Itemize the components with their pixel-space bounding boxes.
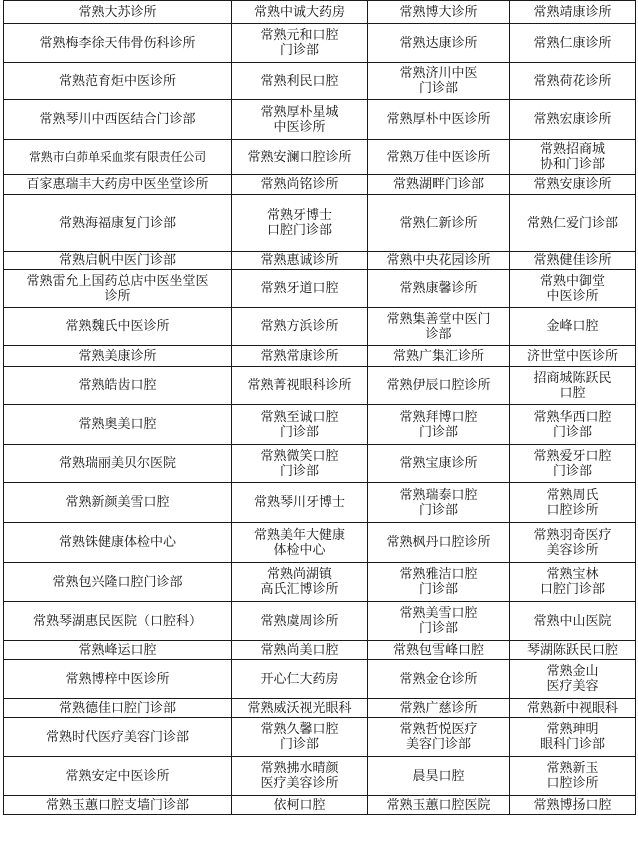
table-row <box>4 405 636 445</box>
clinic-name-cell: 常熟雷允上国药总店中医坐堂医 诊所 <box>4 270 232 308</box>
clinic-name-cell: 常熟万佳中医诊所 <box>368 140 510 175</box>
clinic-name-cell: 常熟玉蕙口腔支墙门诊部 <box>4 796 232 815</box>
clinic-name-cell: 常熟厚朴中医诊所 <box>368 100 510 140</box>
clinic-name-cell: 常熟久馨口腔 门诊部 <box>232 718 368 757</box>
table-row <box>4 718 636 757</box>
clinic-name-cell: 常熟宏康诊所 <box>510 100 636 140</box>
table-row <box>4 346 636 367</box>
clinic-name-cell: 常熟美雪口腔 门诊部 <box>368 602 510 641</box>
clinic-name-cell: 常熟金山 医疗美容 <box>510 660 636 699</box>
table-row <box>4 602 636 641</box>
clinic-name-cell: 金峰口腔 <box>510 308 636 346</box>
clinic-name-cell: 常熟安定中医诊所 <box>4 757 232 796</box>
table-row <box>4 270 636 308</box>
clinic-name-cell: 常熟奥美口腔 <box>4 405 232 445</box>
table-row <box>4 796 636 815</box>
clinic-name-cell: 常熟健佳诊所 <box>510 252 636 270</box>
table-row <box>4 445 636 483</box>
table-row <box>4 699 636 718</box>
clinic-name-cell: 常熟羽奇医疗 美容诊所 <box>510 523 636 563</box>
clinic-name-cell: 常熟周氏 口腔诊所 <box>510 483 636 523</box>
clinic-list-table <box>3 0 636 815</box>
clinic-name-cell: 常熟琴川中西医结合门诊部 <box>4 100 232 140</box>
clinic-name-cell: 常熟华西口腔 门诊部 <box>510 405 636 445</box>
clinic-name-cell: 常熟海福康复门诊部 <box>4 195 232 252</box>
clinic-name-cell: 常熟包雪峰口腔 <box>368 641 510 660</box>
clinic-name-cell: 百家惠瑞丰大药房中医坐堂诊所 <box>4 175 232 195</box>
table-row <box>4 175 636 195</box>
clinic-name-cell: 常熟珅明 眼科门诊部 <box>510 718 636 757</box>
clinic-name-cell: 常熟伊辰口腔诊所 <box>368 367 510 405</box>
clinic-name-cell: 常熟厚朴星城 中医诊所 <box>232 100 368 140</box>
clinic-name-cell: 常熟招商城 协和门诊部 <box>510 140 636 175</box>
clinic-name-cell: 常熟范育炬中医诊所 <box>4 63 232 100</box>
clinic-name-cell: 常熟琴川牙博士 <box>232 483 368 523</box>
clinic-name-cell: 常熟博大诊所 <box>368 1 510 24</box>
table-row <box>4 483 636 523</box>
clinic-name-cell: 常熟市白茆单采血浆有限责任公司 <box>4 140 232 175</box>
clinic-name-cell: 常熟尚铭诊所 <box>232 175 368 195</box>
clinic-list-body <box>4 1 636 815</box>
table-row <box>4 563 636 602</box>
clinic-name-cell: 常熟荷花诊所 <box>510 63 636 100</box>
table-row <box>4 63 636 100</box>
table-row <box>4 24 636 63</box>
clinic-name-cell: 常熟集善堂中医门 诊部 <box>368 308 510 346</box>
clinic-name-cell: 依柯口腔 <box>232 796 368 815</box>
clinic-name-cell: 常熟湖畔门诊部 <box>368 175 510 195</box>
clinic-name-cell: 常熟瑞丽美贝尔医院 <box>4 445 232 483</box>
table-row <box>4 195 636 252</box>
table-row <box>4 140 636 175</box>
clinic-name-cell: 常熟德佳口腔门诊部 <box>4 699 232 718</box>
clinic-name-cell: 常熟仁爱门诊部 <box>510 195 636 252</box>
table-row <box>4 757 636 796</box>
clinic-name-cell: 常熟爱牙口腔 门诊部 <box>510 445 636 483</box>
clinic-name-cell: 常熟哲悦医疗 美容门诊部 <box>368 718 510 757</box>
clinic-name-cell: 常熟惠诚诊所 <box>232 252 368 270</box>
clinic-name-cell: 常熟玉蕙口腔医院 <box>368 796 510 815</box>
table-row <box>4 367 636 405</box>
table-row <box>4 641 636 660</box>
clinic-name-cell: 常熟新中视眼科 <box>510 699 636 718</box>
clinic-name-cell: 常熟美年大健康 体检中心 <box>232 523 368 563</box>
clinic-name-cell: 济世堂中医诊所 <box>510 346 636 367</box>
clinic-name-cell: 常熟梅李徐天伟骨伤科诊所 <box>4 24 232 63</box>
clinic-name-cell: 常熟大苏诊所 <box>4 1 232 24</box>
clinic-name-cell: 常熟菁视眼科诊所 <box>232 367 368 405</box>
clinic-name-cell: 常熟枫丹口腔诊所 <box>368 523 510 563</box>
clinic-name-cell: 常熟靖康诊所 <box>510 1 636 24</box>
clinic-name-cell: 晨昊口腔 <box>368 757 510 796</box>
clinic-name-cell: 常熟中山医院 <box>510 602 636 641</box>
clinic-name-cell: 常熟达康诊所 <box>368 24 510 63</box>
clinic-name-cell: 常熟时代医疗美容门诊部 <box>4 718 232 757</box>
clinic-name-cell: 招商城陈跃民 口腔 <box>510 367 636 405</box>
clinic-name-cell: 常熟中御堂 中医诊所 <box>510 270 636 308</box>
clinic-name-cell: 常熟微笑口腔 门诊部 <box>232 445 368 483</box>
clinic-name-cell: 常熟至诚口腔 门诊部 <box>232 405 368 445</box>
table-row <box>4 100 636 140</box>
clinic-name-cell: 常熟威沃视光眼科 <box>232 699 368 718</box>
clinic-name-cell: 常熟铢健康体检中心 <box>4 523 232 563</box>
clinic-name-cell: 常熟拜博口腔 门诊部 <box>368 405 510 445</box>
clinic-name-cell: 开心仁大药房 <box>232 660 368 699</box>
clinic-name-cell: 常熟包兴隆口腔门诊部 <box>4 563 232 602</box>
clinic-name-cell: 常熟魏氏中医诊所 <box>4 308 232 346</box>
clinic-name-cell: 常熟雅洁口腔 门诊部 <box>368 563 510 602</box>
clinic-name-cell: 常熟峰运口腔 <box>4 641 232 660</box>
clinic-name-cell: 常熟尚湖镇 高氏汇博诊所 <box>232 563 368 602</box>
clinic-name-cell: 常熟中诚大药房 <box>232 1 368 24</box>
table-row <box>4 308 636 346</box>
clinic-name-cell: 常熟元和口腔 门诊部 <box>232 24 368 63</box>
clinic-name-cell: 常熟启帆中医门诊部 <box>4 252 232 270</box>
clinic-name-cell: 常熟新颜美雪口腔 <box>4 483 232 523</box>
clinic-name-cell: 常熟拂水晴颜 医疗美容诊所 <box>232 757 368 796</box>
table-row <box>4 660 636 699</box>
clinic-name-cell: 常熟安澜口腔诊所 <box>232 140 368 175</box>
clinic-name-cell: 常熟金仓诊所 <box>368 660 510 699</box>
clinic-name-cell: 常熟广集汇诊所 <box>368 346 510 367</box>
clinic-name-cell: 琴湖陈跃民口腔 <box>510 641 636 660</box>
clinic-name-cell: 常熟博梓中医诊所 <box>4 660 232 699</box>
clinic-name-cell: 常熟仁康诊所 <box>510 24 636 63</box>
clinic-name-cell: 常熟牙博士 口腔门诊部 <box>232 195 368 252</box>
clinic-name-cell: 常熟方浜诊所 <box>232 308 368 346</box>
clinic-name-cell: 常熟中央花园诊所 <box>368 252 510 270</box>
clinic-name-cell: 常熟瑞泰口腔 门诊部 <box>368 483 510 523</box>
table-row <box>4 1 636 24</box>
clinic-name-cell: 常熟新玉 口腔诊所 <box>510 757 636 796</box>
clinic-name-cell: 常熟尚美口腔 <box>232 641 368 660</box>
clinic-name-cell: 常熟广慈诊所 <box>368 699 510 718</box>
clinic-name-cell: 常熟宝林 口腔门诊部 <box>510 563 636 602</box>
table-row <box>4 523 636 563</box>
clinic-name-cell: 常熟安康诊所 <box>510 175 636 195</box>
clinic-name-cell: 常熟利民口腔 <box>232 63 368 100</box>
clinic-name-cell: 常熟琴湖惠民医院（口腔科） <box>4 602 232 641</box>
clinic-name-cell: 常熟康馨诊所 <box>368 270 510 308</box>
clinic-name-cell: 常熟美康诊所 <box>4 346 232 367</box>
clinic-name-cell: 常熟皓齿口腔 <box>4 367 232 405</box>
clinic-name-cell: 常熟宝康诊所 <box>368 445 510 483</box>
table-row <box>4 252 636 270</box>
clinic-name-cell: 常熟虞周诊所 <box>232 602 368 641</box>
clinic-name-cell: 常熟仁新诊所 <box>368 195 510 252</box>
clinic-name-cell: 常熟常康诊所 <box>232 346 368 367</box>
clinic-name-cell: 常熟牙道口腔 <box>232 270 368 308</box>
clinic-name-cell: 常熟济川中医 门诊部 <box>368 63 510 100</box>
clinic-name-cell: 常熟博扬口腔 <box>510 796 636 815</box>
